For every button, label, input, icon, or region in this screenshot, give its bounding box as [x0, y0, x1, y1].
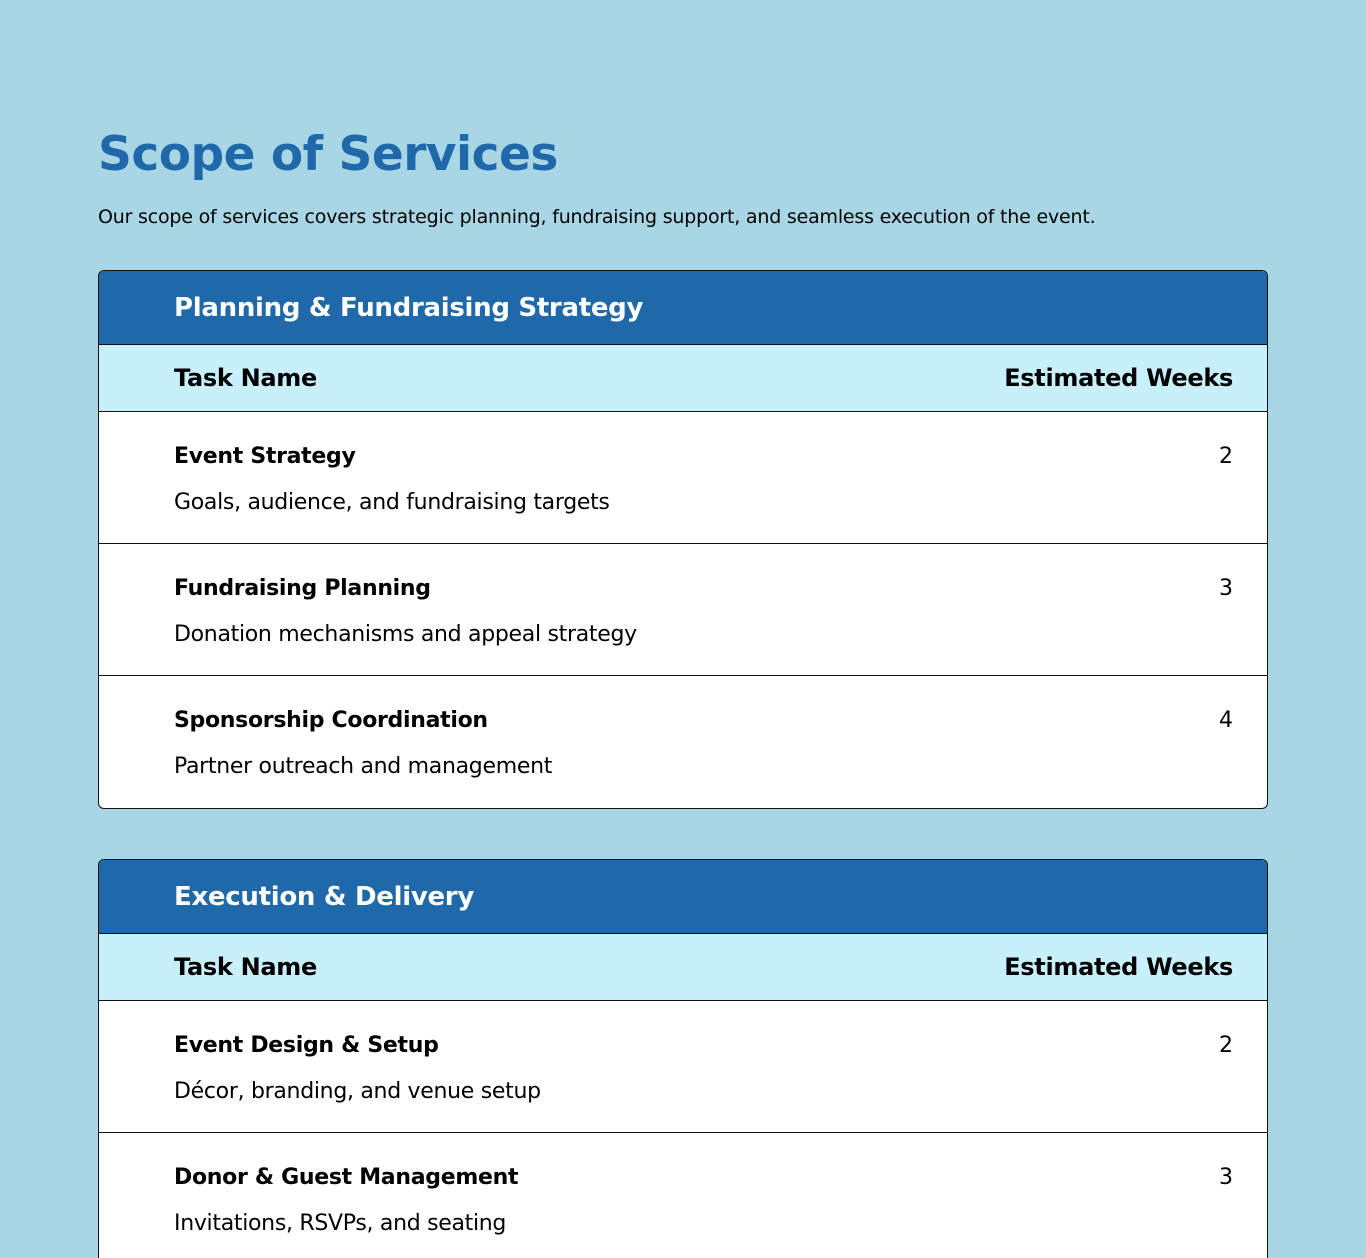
task-weeks: 3 [1219, 1164, 1233, 1190]
task-weeks: 2 [1219, 1032, 1233, 1058]
section-title: Planning & Fundraising Strategy [99, 271, 1267, 345]
column-header-task: Task Name [174, 953, 317, 981]
task-description: Goals, audience, and fundraising targets [174, 490, 610, 515]
task-name: Event Design & Setup [174, 1032, 439, 1058]
task-weeks: 4 [1219, 707, 1233, 733]
column-header-row [99, 934, 1267, 1001]
table-row [99, 676, 1267, 808]
task-name: Sponsorship Coordination [174, 707, 488, 733]
column-header-task: Task Name [174, 364, 317, 392]
table-row [99, 1133, 1267, 1258]
column-header-weeks: Estimated Weeks [1004, 364, 1233, 392]
page-title: Scope of Services [98, 127, 558, 182]
task-weeks: 3 [1219, 575, 1233, 601]
task-description: Décor, branding, and venue setup [174, 1079, 541, 1104]
table-row [99, 412, 1267, 544]
column-header-row [99, 345, 1267, 412]
section-planning [98, 270, 1268, 809]
column-header-weeks: Estimated Weeks [1004, 953, 1233, 981]
task-description: Invitations, RSVPs, and seating [174, 1211, 507, 1236]
task-description: Partner outreach and management [174, 754, 553, 779]
task-name: Event Strategy [174, 443, 356, 469]
task-description: Donation mechanisms and appeal strategy [174, 622, 637, 647]
section-execution [98, 859, 1268, 1258]
task-weeks: 2 [1219, 443, 1233, 469]
section-title: Execution & Delivery [99, 860, 1267, 934]
table-row [99, 1001, 1267, 1133]
page-intro: Our scope of services covers strategic planning, fundraising support, and seamless execution of the event. [98, 206, 1096, 228]
task-name: Fundraising Planning [174, 575, 431, 601]
task-name: Donor & Guest Management [174, 1164, 519, 1190]
table-row [99, 544, 1267, 676]
